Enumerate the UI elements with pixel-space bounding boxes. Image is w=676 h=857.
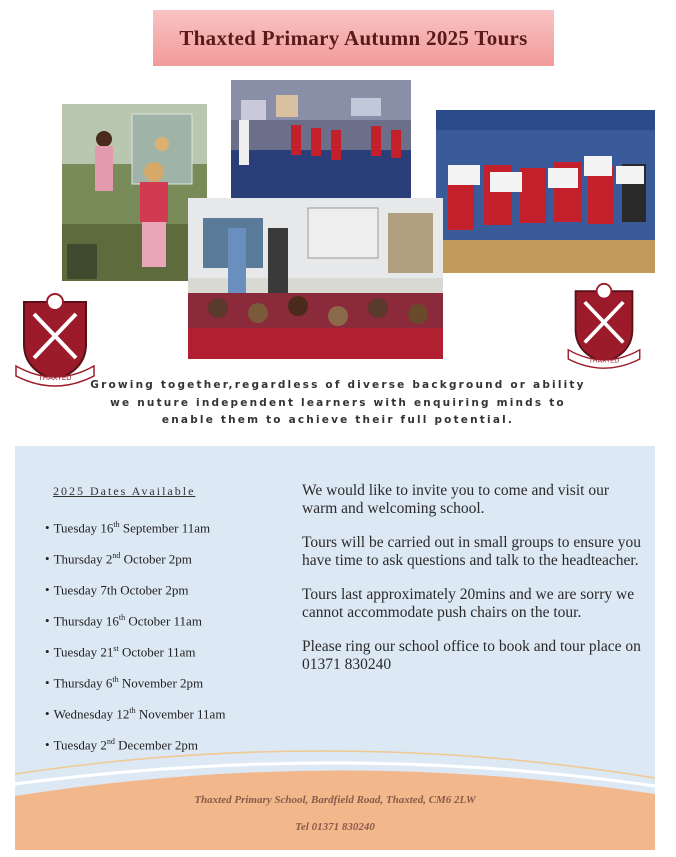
school-crest-right <box>565 282 643 370</box>
info-paragraph: Tours will be carried out in small groups to ensure you have time to ask questions and talk to the headteacher. <box>302 534 641 569</box>
title-banner <box>153 10 554 66</box>
info-paragraph: Tours last approximately 20mins and we are sorry we cannot accommodate push chairs on the tour. <box>302 586 635 621</box>
school-motto <box>60 377 616 430</box>
dates-heading: 2025 Dates Available <box>53 484 196 498</box>
footer-address: Thaxted Primary School, Bardfield Road, Thaxted, CM6 2LW <box>194 794 476 806</box>
date-item: • Tuesday 2nd December 2pm <box>45 737 198 753</box>
motto-line: we nuture independent learners with enquiring minds to <box>110 396 566 409</box>
dates-list <box>45 520 225 768</box>
info-panel <box>15 446 655 850</box>
crest-text: THAXTED <box>588 356 620 365</box>
footer-telephone: Tel 01371 830240 <box>295 821 375 833</box>
motto-line: Growing together,regardless of diverse background or ability <box>90 379 586 391</box>
photo-hall-activity <box>231 80 411 198</box>
photo-certificates <box>436 110 655 273</box>
photo-garden-children <box>62 104 207 281</box>
info-paragraph: Please ring our school office to book and tour place on 01371 830240 <box>302 638 641 673</box>
tour-info <box>302 482 642 690</box>
school-crest-left <box>14 292 96 388</box>
date-item: • Thursday 2nd October 2pm <box>45 551 192 567</box>
photo-classroom <box>188 198 443 359</box>
date-item: • Tuesday 21st October 11am <box>45 644 196 660</box>
crest-text: THAXTED <box>38 374 72 382</box>
date-item: • Tuesday 16th September 11am <box>45 520 211 536</box>
date-item: • Thursday 6th November 2pm <box>45 675 204 691</box>
date-item: • Thursday 16th October 11am <box>45 613 202 629</box>
date-item: • Tuesday 7th October 2pm <box>45 582 189 598</box>
motto-line: enable them to achieve their full potential. <box>161 414 515 426</box>
info-paragraph: We would like to invite you to come and visit our warm and welcoming school. <box>302 482 609 517</box>
date-item: • Wednesday 12th November 11am <box>45 706 226 722</box>
page-title: Thaxted Primary Autumn 2025 Tours <box>179 25 528 50</box>
